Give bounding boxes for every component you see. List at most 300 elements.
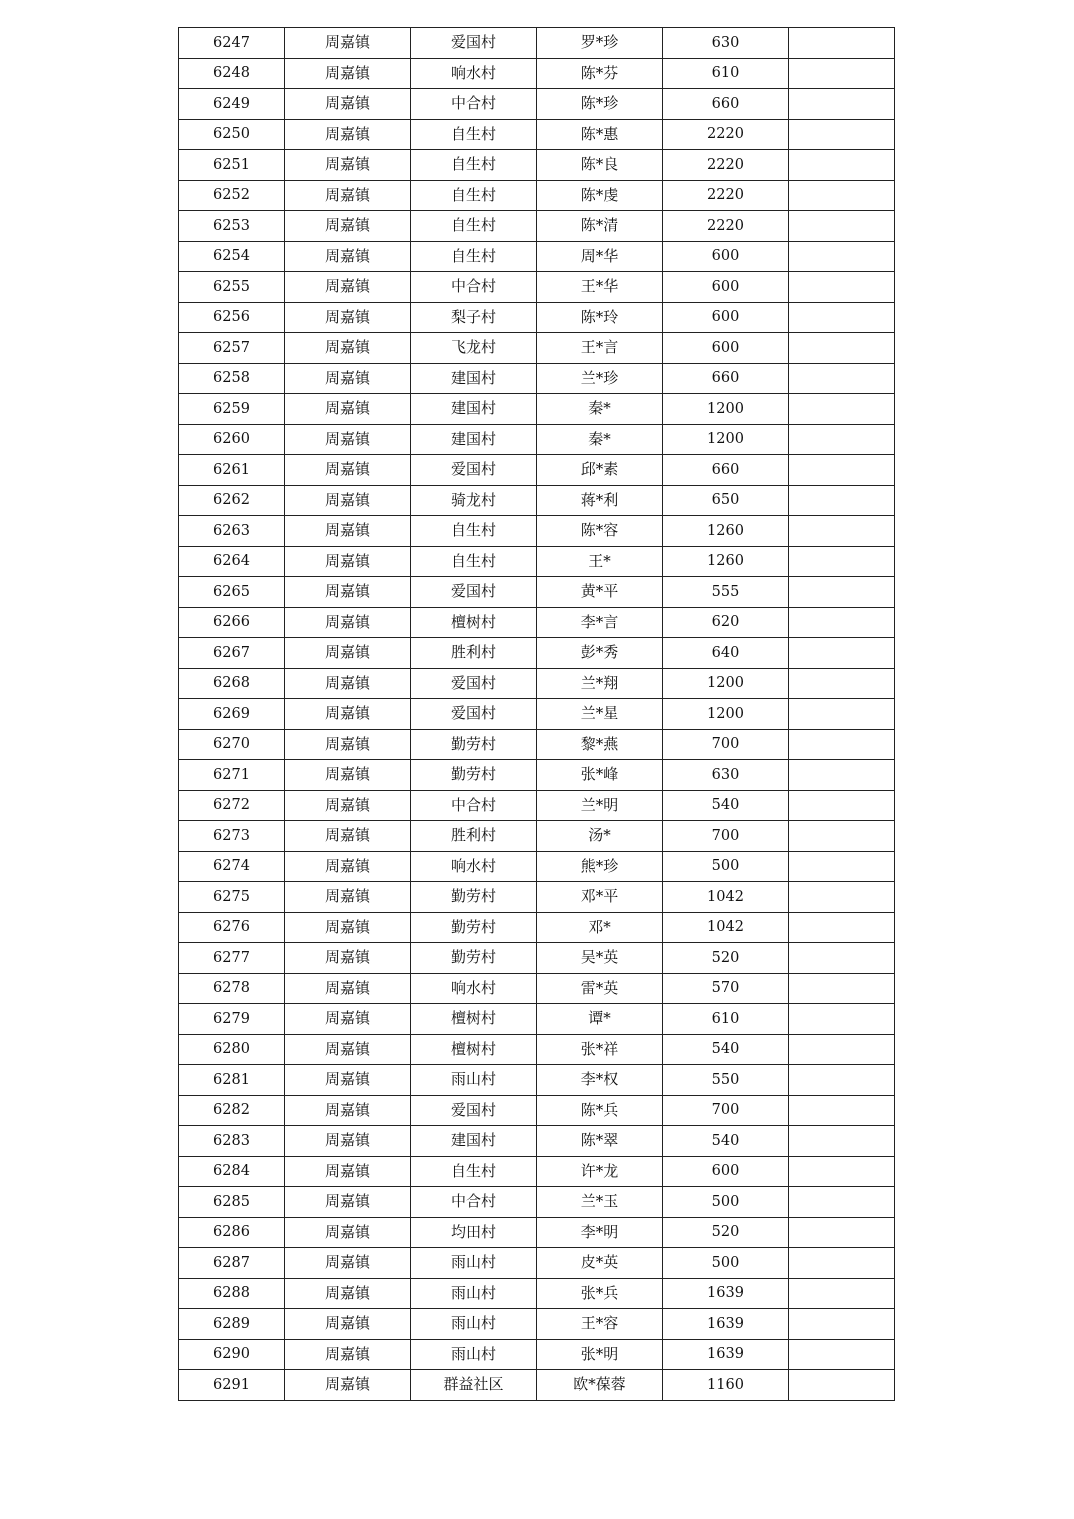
table-row: [179, 973, 895, 1004]
cell-village: 建国村: [411, 363, 537, 394]
table-row: [179, 1339, 895, 1370]
cell-town: 周嘉镇: [285, 546, 411, 577]
cell-serial-number: 6277: [179, 943, 285, 974]
cell-town: 周嘉镇: [285, 699, 411, 730]
cell-town: 周嘉镇: [285, 821, 411, 852]
cell-amount: 620: [663, 607, 789, 638]
cell-amount: 1200: [663, 699, 789, 730]
table-row: [179, 760, 895, 791]
cell-serial-number: 6256: [179, 302, 285, 333]
cell-serial-number: 6268: [179, 668, 285, 699]
cell-serial-number: 6271: [179, 760, 285, 791]
cell-village: 群益社区: [411, 1370, 537, 1401]
cell-serial-number: 6275: [179, 882, 285, 913]
table-row: [179, 1187, 895, 1218]
cell-village: 自生村: [411, 150, 537, 181]
cell-note: [789, 699, 895, 730]
cell-serial-number: 6270: [179, 729, 285, 760]
cell-person-name: 皮*英: [537, 1248, 663, 1279]
cell-serial-number: 6288: [179, 1278, 285, 1309]
cell-person-name: 王*华: [537, 272, 663, 303]
cell-note: [789, 546, 895, 577]
cell-serial-number: 6286: [179, 1217, 285, 1248]
subsidy-table: [178, 27, 895, 1401]
table-row: [179, 577, 895, 608]
cell-note: [789, 1126, 895, 1157]
cell-serial-number: 6262: [179, 485, 285, 516]
cell-village: 爱国村: [411, 577, 537, 608]
cell-amount: 540: [663, 790, 789, 821]
cell-town: 周嘉镇: [285, 333, 411, 364]
cell-village: 勤劳村: [411, 882, 537, 913]
cell-person-name: 陈*容: [537, 516, 663, 547]
cell-note: [789, 882, 895, 913]
table-row: [179, 1065, 895, 1096]
cell-amount: 600: [663, 241, 789, 272]
cell-serial-number: 6259: [179, 394, 285, 425]
table-row: [179, 241, 895, 272]
cell-town: 周嘉镇: [285, 1126, 411, 1157]
cell-town: 周嘉镇: [285, 1095, 411, 1126]
cell-serial-number: 6285: [179, 1187, 285, 1218]
cell-amount: 660: [663, 455, 789, 486]
cell-town: 周嘉镇: [285, 882, 411, 913]
cell-note: [789, 394, 895, 425]
cell-person-name: 蒋*利: [537, 485, 663, 516]
cell-town: 周嘉镇: [285, 272, 411, 303]
cell-village: 檀树村: [411, 1034, 537, 1065]
cell-amount: 520: [663, 1217, 789, 1248]
cell-amount: 610: [663, 58, 789, 89]
cell-note: [789, 729, 895, 760]
cell-amount: 500: [663, 851, 789, 882]
cell-town: 周嘉镇: [285, 1156, 411, 1187]
cell-town: 周嘉镇: [285, 1187, 411, 1218]
table-row: [179, 58, 895, 89]
cell-town: 周嘉镇: [285, 1248, 411, 1279]
table-row: [179, 821, 895, 852]
cell-amount: 630: [663, 28, 789, 59]
cell-amount: 1639: [663, 1278, 789, 1309]
cell-town: 周嘉镇: [285, 1278, 411, 1309]
cell-serial-number: 6276: [179, 912, 285, 943]
table-row: [179, 546, 895, 577]
cell-amount: 640: [663, 638, 789, 669]
cell-person-name: 周*华: [537, 241, 663, 272]
cell-amount: 500: [663, 1248, 789, 1279]
table-row: [179, 333, 895, 364]
table-row: [179, 638, 895, 669]
cell-note: [789, 912, 895, 943]
cell-amount: 540: [663, 1034, 789, 1065]
table-row: [179, 516, 895, 547]
cell-serial-number: 6280: [179, 1034, 285, 1065]
table-row: [179, 1370, 895, 1401]
cell-village: 胜利村: [411, 821, 537, 852]
cell-amount: 1160: [663, 1370, 789, 1401]
cell-town: 周嘉镇: [285, 58, 411, 89]
cell-serial-number: 6252: [179, 180, 285, 211]
cell-amount: 700: [663, 729, 789, 760]
cell-person-name: 熊*珍: [537, 851, 663, 882]
cell-amount: 1042: [663, 882, 789, 913]
cell-village: 爱国村: [411, 668, 537, 699]
cell-town: 周嘉镇: [285, 1004, 411, 1035]
cell-serial-number: 6260: [179, 424, 285, 455]
table-row: [179, 668, 895, 699]
cell-person-name: 陈*清: [537, 211, 663, 242]
cell-town: 周嘉镇: [285, 180, 411, 211]
table-row: [179, 851, 895, 882]
table-row: [179, 1248, 895, 1279]
cell-village: 自生村: [411, 119, 537, 150]
cell-person-name: 陈*良: [537, 150, 663, 181]
cell-village: 建国村: [411, 394, 537, 425]
cell-serial-number: 6290: [179, 1339, 285, 1370]
cell-village: 响水村: [411, 58, 537, 89]
cell-serial-number: 6255: [179, 272, 285, 303]
cell-town: 周嘉镇: [285, 943, 411, 974]
cell-town: 周嘉镇: [285, 729, 411, 760]
cell-person-name: 李*言: [537, 607, 663, 638]
cell-note: [789, 333, 895, 364]
table-row: [179, 485, 895, 516]
cell-amount: 1200: [663, 394, 789, 425]
table-row: [179, 729, 895, 760]
table-row: [179, 272, 895, 303]
cell-village: 爱国村: [411, 28, 537, 59]
cell-village: 勤劳村: [411, 912, 537, 943]
cell-person-name: 陈*虔: [537, 180, 663, 211]
cell-village: 胜利村: [411, 638, 537, 669]
cell-serial-number: 6291: [179, 1370, 285, 1401]
cell-person-name: 李*明: [537, 1217, 663, 1248]
cell-town: 周嘉镇: [285, 1370, 411, 1401]
cell-village: 自生村: [411, 241, 537, 272]
cell-town: 周嘉镇: [285, 516, 411, 547]
cell-village: 自生村: [411, 516, 537, 547]
cell-note: [789, 424, 895, 455]
cell-person-name: 张*明: [537, 1339, 663, 1370]
cell-serial-number: 6250: [179, 119, 285, 150]
cell-serial-number: 6264: [179, 546, 285, 577]
cell-note: [789, 577, 895, 608]
cell-town: 周嘉镇: [285, 1065, 411, 1096]
cell-person-name: 陈*翠: [537, 1126, 663, 1157]
cell-note: [789, 1034, 895, 1065]
cell-note: [789, 943, 895, 974]
cell-town: 周嘉镇: [285, 89, 411, 120]
cell-note: [789, 1370, 895, 1401]
cell-person-name: 王*容: [537, 1309, 663, 1340]
cell-amount: 1260: [663, 546, 789, 577]
cell-village: 自生村: [411, 1156, 537, 1187]
cell-town: 周嘉镇: [285, 28, 411, 59]
cell-person-name: 谭*: [537, 1004, 663, 1035]
cell-serial-number: 6258: [179, 363, 285, 394]
cell-town: 周嘉镇: [285, 1309, 411, 1340]
cell-serial-number: 6265: [179, 577, 285, 608]
table-row: [179, 302, 895, 333]
cell-note: [789, 119, 895, 150]
cell-town: 周嘉镇: [285, 912, 411, 943]
cell-serial-number: 6273: [179, 821, 285, 852]
cell-note: [789, 1065, 895, 1096]
table-row: [179, 699, 895, 730]
cell-village: 飞龙村: [411, 333, 537, 364]
cell-amount: 570: [663, 973, 789, 1004]
cell-town: 周嘉镇: [285, 668, 411, 699]
cell-person-name: 张*峰: [537, 760, 663, 791]
cell-serial-number: 6248: [179, 58, 285, 89]
cell-town: 周嘉镇: [285, 424, 411, 455]
cell-town: 周嘉镇: [285, 973, 411, 1004]
cell-village: 雨山村: [411, 1248, 537, 1279]
cell-serial-number: 6269: [179, 699, 285, 730]
table-row: [179, 1217, 895, 1248]
cell-note: [789, 1095, 895, 1126]
table-row: [179, 1278, 895, 1309]
table-body: [179, 28, 895, 1401]
cell-amount: 1639: [663, 1339, 789, 1370]
cell-village: 中合村: [411, 1187, 537, 1218]
cell-amount: 550: [663, 1065, 789, 1096]
cell-town: 周嘉镇: [285, 119, 411, 150]
cell-village: 梨子村: [411, 302, 537, 333]
cell-serial-number: 6247: [179, 28, 285, 59]
table-row: [179, 363, 895, 394]
cell-person-name: 欧*葆蓉: [537, 1370, 663, 1401]
cell-village: 均田村: [411, 1217, 537, 1248]
cell-person-name: 陈*兵: [537, 1095, 663, 1126]
cell-town: 周嘉镇: [285, 760, 411, 791]
cell-person-name: 兰*星: [537, 699, 663, 730]
cell-village: 雨山村: [411, 1339, 537, 1370]
cell-person-name: 汤*: [537, 821, 663, 852]
cell-serial-number: 6254: [179, 241, 285, 272]
cell-person-name: 黄*平: [537, 577, 663, 608]
cell-village: 中合村: [411, 790, 537, 821]
table-row: [179, 607, 895, 638]
cell-amount: 540: [663, 1126, 789, 1157]
cell-serial-number: 6249: [179, 89, 285, 120]
table-row: [179, 89, 895, 120]
cell-village: 响水村: [411, 851, 537, 882]
table-row: [179, 1156, 895, 1187]
cell-serial-number: 6251: [179, 150, 285, 181]
cell-person-name: 黎*燕: [537, 729, 663, 760]
cell-village: 爱国村: [411, 1095, 537, 1126]
cell-note: [789, 607, 895, 638]
cell-serial-number: 6278: [179, 973, 285, 1004]
cell-person-name: 罗*珍: [537, 28, 663, 59]
cell-serial-number: 6287: [179, 1248, 285, 1279]
cell-amount: 2220: [663, 180, 789, 211]
table-row: [179, 455, 895, 486]
table-row: [179, 424, 895, 455]
cell-note: [789, 1278, 895, 1309]
cell-serial-number: 6267: [179, 638, 285, 669]
cell-serial-number: 6281: [179, 1065, 285, 1096]
cell-town: 周嘉镇: [285, 851, 411, 882]
cell-amount: 600: [663, 302, 789, 333]
cell-town: 周嘉镇: [285, 790, 411, 821]
cell-serial-number: 6257: [179, 333, 285, 364]
cell-village: 爱国村: [411, 699, 537, 730]
table-row: [179, 790, 895, 821]
table-row: [179, 943, 895, 974]
cell-note: [789, 485, 895, 516]
cell-note: [789, 241, 895, 272]
cell-amount: 1042: [663, 912, 789, 943]
cell-note: [789, 272, 895, 303]
cell-note: [789, 638, 895, 669]
cell-amount: 600: [663, 1156, 789, 1187]
cell-town: 周嘉镇: [285, 394, 411, 425]
cell-person-name: 兰*珍: [537, 363, 663, 394]
cell-note: [789, 1309, 895, 1340]
cell-village: 响水村: [411, 973, 537, 1004]
cell-note: [789, 1004, 895, 1035]
cell-person-name: 兰*翔: [537, 668, 663, 699]
cell-town: 周嘉镇: [285, 455, 411, 486]
cell-note: [789, 760, 895, 791]
table-row: [179, 912, 895, 943]
cell-amount: 520: [663, 943, 789, 974]
cell-note: [789, 821, 895, 852]
cell-note: [789, 58, 895, 89]
cell-person-name: 兰*玉: [537, 1187, 663, 1218]
cell-note: [789, 363, 895, 394]
cell-person-name: 李*权: [537, 1065, 663, 1096]
cell-note: [789, 455, 895, 486]
cell-amount: 2220: [663, 211, 789, 242]
cell-town: 周嘉镇: [285, 485, 411, 516]
cell-town: 周嘉镇: [285, 607, 411, 638]
cell-amount: 630: [663, 760, 789, 791]
cell-serial-number: 6253: [179, 211, 285, 242]
cell-amount: 1260: [663, 516, 789, 547]
cell-person-name: 许*龙: [537, 1156, 663, 1187]
cell-serial-number: 6284: [179, 1156, 285, 1187]
cell-village: 建国村: [411, 1126, 537, 1157]
cell-amount: 600: [663, 333, 789, 364]
cell-village: 勤劳村: [411, 760, 537, 791]
cell-serial-number: 6266: [179, 607, 285, 638]
table-row: [179, 1095, 895, 1126]
cell-town: 周嘉镇: [285, 1217, 411, 1248]
cell-person-name: 陈*珍: [537, 89, 663, 120]
cell-amount: 2220: [663, 150, 789, 181]
cell-town: 周嘉镇: [285, 150, 411, 181]
cell-village: 檀树村: [411, 1004, 537, 1035]
table-row: [179, 211, 895, 242]
cell-person-name: 张*兵: [537, 1278, 663, 1309]
cell-person-name: 陈*玲: [537, 302, 663, 333]
cell-note: [789, 211, 895, 242]
cell-serial-number: 6283: [179, 1126, 285, 1157]
table-row: [179, 119, 895, 150]
cell-person-name: 邱*素: [537, 455, 663, 486]
cell-town: 周嘉镇: [285, 241, 411, 272]
cell-note: [789, 28, 895, 59]
cell-person-name: 秦*: [537, 394, 663, 425]
cell-amount: 660: [663, 89, 789, 120]
cell-person-name: 兰*明: [537, 790, 663, 821]
cell-village: 檀树村: [411, 607, 537, 638]
cell-village: 建国村: [411, 424, 537, 455]
cell-person-name: 王*: [537, 546, 663, 577]
cell-amount: 600: [663, 272, 789, 303]
cell-amount: 2220: [663, 119, 789, 150]
cell-person-name: 陈*惠: [537, 119, 663, 150]
cell-amount: 610: [663, 1004, 789, 1035]
cell-town: 周嘉镇: [285, 1339, 411, 1370]
cell-serial-number: 6279: [179, 1004, 285, 1035]
cell-amount: 1200: [663, 424, 789, 455]
cell-note: [789, 973, 895, 1004]
cell-note: [789, 668, 895, 699]
cell-village: 勤劳村: [411, 729, 537, 760]
table-row: [179, 1309, 895, 1340]
table-row: [179, 150, 895, 181]
cell-serial-number: 6263: [179, 516, 285, 547]
cell-note: [789, 790, 895, 821]
cell-person-name: 陈*芬: [537, 58, 663, 89]
cell-person-name: 邓*平: [537, 882, 663, 913]
cell-note: [789, 1339, 895, 1370]
cell-village: 骑龙村: [411, 485, 537, 516]
table-row: [179, 180, 895, 211]
cell-note: [789, 851, 895, 882]
cell-serial-number: 6274: [179, 851, 285, 882]
cell-village: 勤劳村: [411, 943, 537, 974]
cell-note: [789, 150, 895, 181]
cell-note: [789, 516, 895, 547]
cell-person-name: 邓*: [537, 912, 663, 943]
table-row: [179, 1034, 895, 1065]
cell-amount: 700: [663, 1095, 789, 1126]
cell-amount: 700: [663, 821, 789, 852]
cell-note: [789, 302, 895, 333]
cell-note: [789, 1187, 895, 1218]
cell-note: [789, 1156, 895, 1187]
cell-village: 爱国村: [411, 455, 537, 486]
cell-amount: 555: [663, 577, 789, 608]
cell-person-name: 秦*: [537, 424, 663, 455]
cell-town: 周嘉镇: [285, 363, 411, 394]
table-row: [179, 28, 895, 59]
cell-note: [789, 180, 895, 211]
cell-amount: 1200: [663, 668, 789, 699]
cell-person-name: 雷*英: [537, 973, 663, 1004]
cell-town: 周嘉镇: [285, 1034, 411, 1065]
cell-serial-number: 6272: [179, 790, 285, 821]
cell-serial-number: 6289: [179, 1309, 285, 1340]
cell-village: 自生村: [411, 546, 537, 577]
cell-amount: 650: [663, 485, 789, 516]
cell-person-name: 王*言: [537, 333, 663, 364]
cell-town: 周嘉镇: [285, 302, 411, 333]
cell-serial-number: 6261: [179, 455, 285, 486]
cell-village: 中合村: [411, 89, 537, 120]
table-row: [179, 1004, 895, 1035]
cell-person-name: 彭*秀: [537, 638, 663, 669]
cell-person-name: 吴*英: [537, 943, 663, 974]
cell-amount: 500: [663, 1187, 789, 1218]
cell-town: 周嘉镇: [285, 638, 411, 669]
cell-note: [789, 1248, 895, 1279]
